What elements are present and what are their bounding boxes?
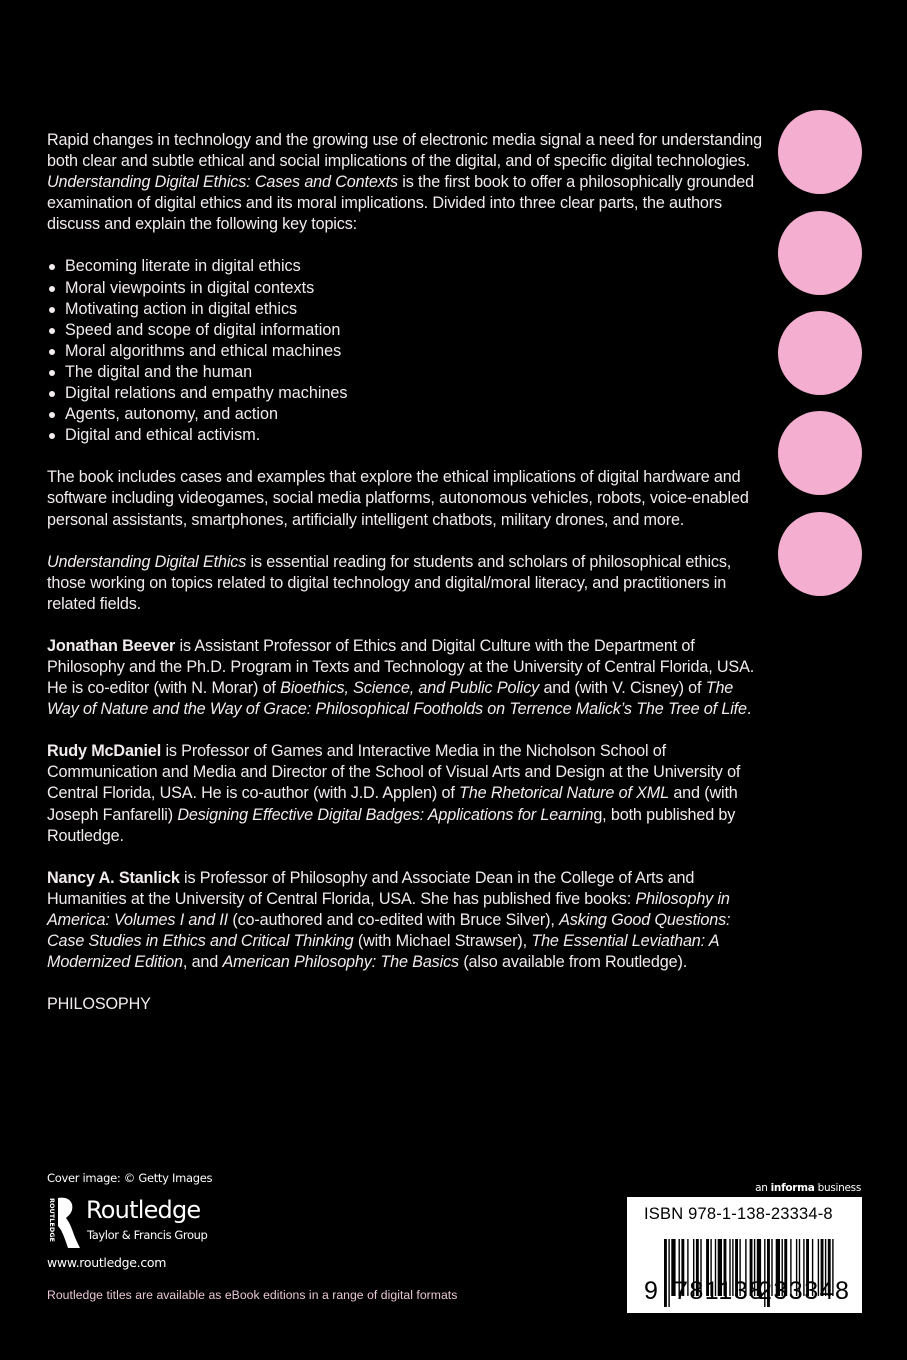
- decorative-circle: [778, 110, 862, 194]
- cases-paragraph: The book includes cases and examples that explore the ethical implications of digital hardware and software including videogames, social media platforms, autonomous vehicles, robots, voice-enabled personal assistants, smartphones, artificially intelligent chatbots, military drones, and more.: [47, 468, 749, 529]
- topic-item: The digital and the human: [47, 362, 767, 383]
- informa-tagline: an informa business: [755, 1182, 861, 1194]
- barcode-digits-right: 233348: [758, 1277, 851, 1305]
- topic-item: Digital and ethical activism.: [47, 425, 767, 446]
- barcode-bar: [668, 1239, 669, 1307]
- routledge-logo-icon: [46, 1196, 80, 1248]
- decorative-circle: [778, 211, 862, 295]
- topic-item: Speed and scope of digital information: [47, 320, 767, 341]
- barcode-digit-first: 9: [644, 1277, 660, 1305]
- subject-category: PHILOSOPHY: [47, 995, 151, 1014]
- logo-vertical-text: ROUTLEDGE: [48, 1198, 56, 1242]
- author-bio-stanlick: Nancy A. Stanlick is Professor of Philosophy and Associate Dean in the College of Arts and Humanities at the University of Central Florida, USA. She has published five books: Philosophy in America: Volumes I and II (co-authored and co-edited with Bruce Silver), Asking Good Questions: Case Studies in Ethics and Critical Thinking (with Michael Strawser), The Essential Leviathan: A Modernized Edition, and American Philosophy: The Basics (also available from Routledge).: [47, 868, 731, 972]
- cover-image-credit: Cover image: © Getty Images: [47, 1171, 213, 1185]
- isbn-barcode: [627, 1197, 862, 1313]
- topic-item: Moral algorithms and ethical machines: [47, 341, 767, 362]
- intro-paragraph: Rapid changes in technology and the growing use of electronic media signal a need for understanding both clear and subtle ethical and social implications of the digital, and of specific digital technologies. Understanding Digital Ethics: Cases and Contexts is the first book to offer a philosophically grounded examination of digital ethics and its moral implications. Divided into three clear parts, the authors discuss and explain the following key topics:: [47, 131, 762, 234]
- topic-item: Moral viewpoints in digital contexts: [47, 278, 767, 299]
- author-bio-beever: Jonathan Beever is Assistant Professor of Ethics and Digital Culture with the Department of Philosophy and the Ph.D. Program in Texts and Technology at the University of Central Florida, USA. He is co-editor (with N. Morar) of Bioethics, Science, and Public Policy and (with V. Cisney) of The Way of Nature and the Way of Grace: Philosophical Footholds on Terrence Malick’s The Tree of Life.: [47, 636, 755, 719]
- decorative-circle: [778, 311, 862, 395]
- author-name: Jonathan Beever: [47, 636, 176, 655]
- topic-item: Becoming literate in digital ethics: [47, 256, 767, 277]
- routledge-logo: [46, 1196, 246, 1250]
- key-topics-list: [47, 256, 767, 446]
- barcode-bar: [664, 1239, 667, 1307]
- isbn-label: ISBN 978-1-138-23334-8: [644, 1205, 833, 1223]
- author-name: Nancy A. Stanlick: [47, 868, 180, 887]
- book-title: Understanding Digital Ethics: Cases and Contexts: [47, 173, 398, 192]
- topic-item: Digital relations and empathy machines: [47, 383, 767, 404]
- back-cover-text: [47, 130, 767, 1036]
- audience-paragraph: Understanding Digital Ethics is essential reading for students and scholars of philosophical ethics, those working on topics related to digital technology and digital/moral literacy, and practitioners in related fields.: [47, 552, 732, 613]
- publisher-name: Routledge: [86, 1196, 201, 1224]
- decorative-circle: [778, 411, 862, 495]
- publisher-group: Taylor & Francis Group: [87, 1228, 208, 1242]
- ebook-note: Routledge titles are available as eBook editions in a range of digital formats: [47, 1288, 458, 1302]
- decorative-circle: [778, 512, 862, 596]
- author-name: Rudy McDaniel: [47, 742, 162, 761]
- topic-item: Agents, autonomy, and action: [47, 404, 767, 425]
- barcode-digits-left: 781138: [674, 1277, 765, 1305]
- topic-item: Motivating action in digital ethics: [47, 299, 767, 320]
- author-bio-mcdaniel: Rudy McDaniel is Professor of Games and Interactive Media in the Nicholson School of Communication and Media and Director of the School of Visual Arts and Design at the University of Central Florida, USA. He is co-author (with J.D. Applen) of The Rhetorical Nature of XML and (with Joseph Fanfarelli) Designing Effective Digital Badges: Applications for Learning, both published by Routledge.: [47, 742, 741, 845]
- publisher-url[interactable]: www.routledge.com: [47, 1255, 167, 1270]
